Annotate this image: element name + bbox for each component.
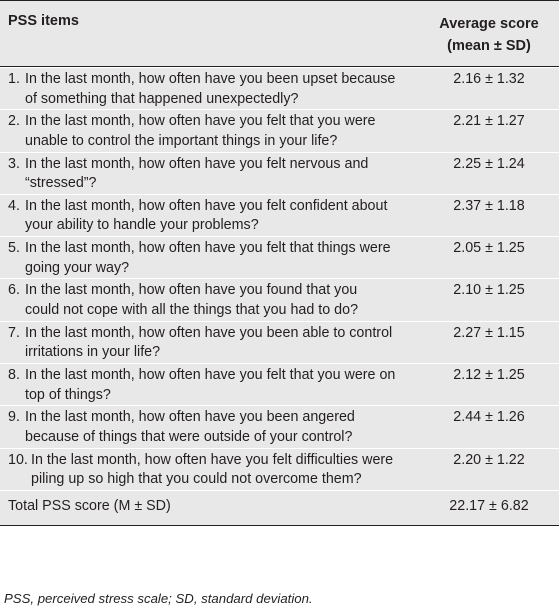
item-score: 2.27 ± 1.15	[453, 324, 525, 341]
item-question-line1: In the last month, how often have you felt nervous and	[25, 155, 369, 172]
total-score: 22.17 ± 6.82	[449, 497, 529, 514]
item-question-line2: of something that happened unexpectedly?	[25, 90, 299, 107]
table-row	[0, 278, 559, 320]
item-score: 2.25 ± 1.24	[453, 155, 525, 172]
item-score: 2.37 ± 1.18	[453, 197, 525, 214]
header-average-score	[429, 13, 549, 57]
item-score: 2.21 ± 1.27	[453, 113, 525, 130]
item-question-line1: In the last month, how often have you felt that things were	[25, 240, 391, 257]
header-pss-items: PSS items	[8, 13, 79, 29]
item-number: 10.	[8, 451, 28, 468]
item-score: 2.05 ± 1.25	[453, 240, 525, 257]
item-number: 5.	[8, 240, 20, 257]
table-row	[0, 448, 559, 490]
item-question-line2: unable to control the important things in your life?	[25, 132, 338, 149]
table-row	[0, 194, 559, 236]
item-question	[25, 408, 425, 447]
table-row	[0, 236, 559, 278]
item-question-line1: In the last month, how often have you felt that you were	[25, 113, 376, 130]
item-question	[25, 197, 425, 236]
item-question-line2: top of things?	[25, 386, 111, 403]
total-row	[0, 490, 559, 525]
item-number: 8.	[8, 367, 20, 384]
item-number: 1.	[8, 71, 20, 87]
item-question-line2: because of things that were outside of your control?	[25, 428, 353, 445]
table-row	[0, 109, 559, 151]
item-question	[25, 366, 425, 405]
item-question	[25, 239, 425, 278]
item-question-line2: your ability to handle your problems?	[25, 217, 259, 234]
item-number: 7.	[8, 324, 20, 341]
total-label: Total PSS score (M ± SD)	[8, 497, 171, 514]
table-row	[0, 363, 559, 405]
item-score: 2.12 ± 1.25	[453, 367, 525, 384]
item-score: 2.10 ± 1.25	[453, 282, 525, 299]
table-row	[0, 67, 559, 109]
item-question	[25, 155, 425, 194]
item-score: 2.16 ± 1.32	[453, 71, 525, 87]
table-row	[0, 152, 559, 194]
item-question-line2: irritations in your life?	[25, 344, 161, 361]
item-question-line1: In the last month, how often have you felt confident about	[25, 197, 388, 214]
item-question-line1: In the last month, how often have you felt difficulties were	[31, 451, 394, 468]
item-question-line2: could not cope with all the things that you had to do?	[25, 301, 359, 318]
item-question-line2: “stressed”?	[25, 175, 97, 192]
item-question-line2: piling up so high that you could not overcome them?	[31, 471, 362, 488]
item-number: 3.	[8, 155, 20, 172]
item-number: 6.	[8, 282, 20, 299]
item-question-line1: In the last month, how often have you been angered	[25, 409, 355, 426]
header-score-line1: Average score	[439, 16, 539, 32]
item-question-line1: In the last month, how often have you been able to control	[25, 324, 393, 341]
table-body	[0, 67, 559, 490]
table-footnote: PSS, perceived stress scale; SD, standard deviation.	[4, 591, 313, 606]
item-question	[25, 324, 425, 363]
table-header	[0, 1, 559, 66]
table-row	[0, 321, 559, 363]
item-score: 2.44 ± 1.26	[453, 409, 525, 426]
item-score: 2.20 ± 1.22	[453, 451, 525, 468]
item-number: 4.	[8, 197, 20, 214]
item-question-line1: In the last month, how often have you found that you	[25, 282, 358, 299]
header-score-line2: (mean ± SD)	[447, 38, 531, 54]
item-question	[25, 112, 425, 151]
item-question	[31, 451, 431, 490]
item-question-line1: In the last month, how often have you been upset because	[25, 71, 396, 87]
item-number: 9.	[8, 409, 20, 426]
table-row	[0, 405, 559, 447]
item-question	[25, 70, 425, 109]
item-question-line1: In the last month, how often have you felt that you were on	[25, 367, 396, 384]
item-number: 2.	[8, 113, 20, 130]
bottom-rule	[0, 525, 559, 526]
item-question-line2: going your way?	[25, 259, 130, 276]
item-question	[25, 281, 425, 320]
